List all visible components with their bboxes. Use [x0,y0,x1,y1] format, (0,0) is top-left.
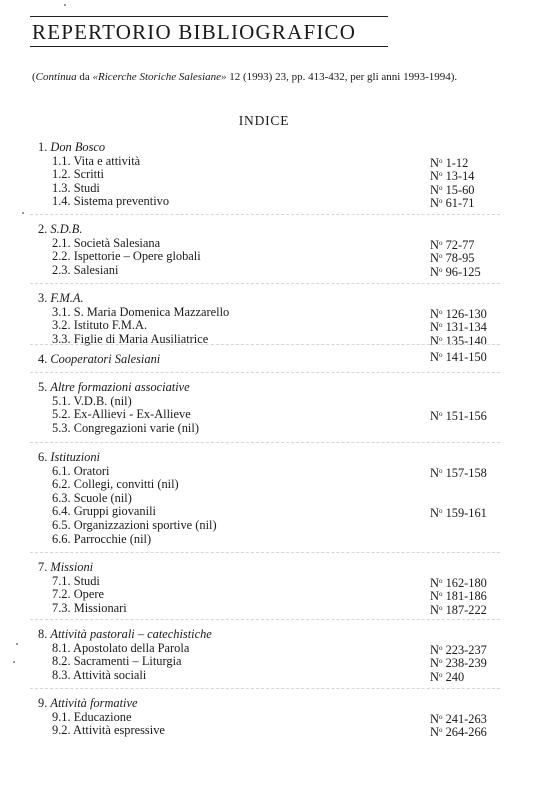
number-prefix: N [430,589,439,603]
section-title: Altre formazioni associative [50,380,190,394]
subsection-row [52,249,201,263]
subsection-number: 9.2. [52,723,71,737]
number-range: 96-125 [445,265,481,279]
number-prefix: N [430,196,439,210]
scan-speck [16,643,18,645]
number-prefix: N [430,506,439,520]
number-range: 141-150 [445,350,487,364]
number-range: 223-237 [445,643,487,657]
number-superscript: o [438,507,443,515]
subsection-label: Istituto F.M.A. [73,318,148,332]
continuation-journal: «Ricerche Storiche Salesiane» [92,71,227,83]
subsection-number: 8.1. [52,641,71,655]
subsection-number: 6.4. [52,504,71,518]
section-heading [38,627,212,641]
section-number: 8. [38,627,48,641]
section-heading [38,140,105,154]
number-range: 13-14 [445,169,475,183]
subsection-label: Studi [73,181,100,195]
number-range: 126-130 [445,307,487,321]
subsection-row [52,167,104,181]
subsection-label: Attività espressive [73,723,165,737]
number-superscript: o [438,671,443,679]
subsection-row [52,407,191,421]
subsection-row [52,587,104,601]
subsection-row [52,532,151,546]
subsection-label: Sacramenti – Liturgia [73,654,182,668]
number-superscript: o [438,410,443,418]
subsection-label: Società Salesiana [73,236,161,250]
subsection-row [52,723,165,737]
number-superscript: o [438,157,443,165]
subsection-label: Parrocchie (nil) [73,532,152,546]
subsection-number: 1.3. [52,181,71,195]
number-superscript: o [438,644,443,652]
subsection-label: Salesiani [73,263,119,277]
number-superscript: o [438,252,443,260]
number-range: 61-71 [445,196,475,210]
subsection-number: 6.3. [52,491,71,505]
number-superscript: o [438,713,443,721]
number-range: 162-180 [445,576,487,590]
number-prefix: N [430,169,439,183]
number-superscript: o [438,351,443,359]
subsection-label: Studi [73,574,100,588]
subsection-number: 3.1. [52,305,71,319]
subsection-number: 6.6. [52,532,71,546]
section-number: 4. [38,352,48,366]
subsection-number-range [430,332,487,348]
subsection-row [52,641,189,655]
number-prefix: N [430,576,439,590]
section-number: 7. [38,560,48,574]
number-superscript: o [438,184,443,192]
subsection-number-range [430,407,487,423]
section-heading [38,380,190,394]
number-superscript: o [438,321,443,329]
section-number-range [430,348,487,364]
number-superscript: o [438,239,443,247]
number-range: 78-95 [445,251,475,265]
section-separator [30,688,500,689]
subsection-row [52,305,229,319]
number-range: 131-134 [445,320,487,334]
subsection-row [52,518,217,532]
subsection-number: 8.2. [52,654,71,668]
subsection-row [52,236,160,250]
subsection-number-range [430,194,474,210]
number-prefix: N [430,643,439,657]
subsection-label: S. Maria Domenica Mazzarello [73,305,230,319]
number-superscript: o [438,335,443,343]
section-separator [30,344,500,345]
section-heading [38,560,93,574]
number-range: 238-239 [445,656,487,670]
title-bottom-rule [30,46,388,47]
subsection-row [52,421,199,435]
number-prefix: N [430,183,439,197]
subsection-label: Organizzazioni sportive (nil) [73,518,217,532]
subsection-number-range [430,464,487,480]
title-top-rule [30,16,388,17]
number-prefix: N [430,334,439,348]
number-superscript: o [438,657,443,665]
continuation-mid: da [76,71,93,83]
section-title: Istituzioni [50,450,100,464]
page-title: REPERTORIO BIBLIOGRAFICO [32,20,357,44]
subsection-number: 8.3. [52,668,71,682]
number-range: 15-60 [445,183,475,197]
subsection-label: Ex-Allievi - Ex-Allieve [73,407,191,421]
section-number: 1. [38,140,48,154]
subsection-number: 7.3. [52,601,71,615]
subsection-number: 7.1. [52,574,71,588]
number-range: 159-161 [445,506,487,520]
section-title: Cooperatori Salesiani [50,352,161,366]
subsection-number: 5.2. [52,407,71,421]
number-range: 181-186 [445,589,487,603]
subsection-number: 7.2. [52,587,71,601]
number-superscript: o [438,726,443,734]
index-heading: INDICE [238,113,290,128]
subsection-label: Collegi, convitti (nil) [73,477,179,491]
section-number: 6. [38,450,48,464]
subsection-number: 1.1. [52,154,71,168]
subsection-label: Scritti [73,167,104,181]
subsection-label: Ispettorie – Opere globali [73,249,201,263]
subsection-label: Missionari [73,601,127,615]
subsection-number: 1.2. [52,167,71,181]
number-prefix: N [430,409,439,423]
section-heading [38,352,160,366]
number-prefix: N [430,156,439,170]
subsection-label: Oratori [73,464,110,478]
number-prefix: N [430,712,439,726]
subsection-label: Opere [73,587,104,601]
subsection-row [52,477,179,491]
number-superscript: o [438,308,443,316]
subsection-row [52,491,132,505]
subsection-label: V.D.B. (nil) [73,394,132,408]
section-number: 5. [38,380,48,394]
scan-speck [13,661,15,663]
continuation-open: ( [32,71,36,83]
subsection-row [52,574,100,588]
subsection-number: 5.3. [52,421,71,435]
number-prefix: N [430,251,439,265]
section-heading [38,291,84,305]
number-superscript: o [438,266,443,274]
subsection-row [52,504,156,518]
number-range: 157-158 [445,466,487,480]
section-title: Attività formative [50,696,138,710]
subsection-number: 9.1. [52,710,71,724]
number-prefix: N [430,350,439,364]
subsection-label: Scuole (nil) [73,491,132,505]
subsection-number: 6.1. [52,464,71,478]
subsection-number: 2.1. [52,236,71,250]
subsection-label: Gruppi giovanili [73,504,156,518]
subsection-row [52,601,127,615]
section-heading [38,222,82,236]
subsection-row [52,154,140,168]
number-superscript: o [438,467,443,475]
number-superscript: o [438,590,443,598]
number-prefix: N [430,603,439,617]
section-separator [30,619,500,620]
number-prefix: N [430,656,439,670]
number-prefix: N [430,466,439,480]
subsection-label: Figlie di Maria Ausiliatrice [73,332,209,346]
section-title: F.M.A. [50,291,84,305]
continuation-rest: 12 (1993) 23, pp. 413-432, per gli anni 1993-1994). [226,71,458,83]
number-superscript: o [438,170,443,178]
section-number: 2. [38,222,48,236]
number-superscript: o [438,577,443,585]
number-prefix: N [430,238,439,252]
number-prefix: N [430,670,439,684]
number-superscript: o [438,197,443,205]
number-prefix: N [430,725,439,739]
section-heading [38,696,137,710]
subsection-row [52,464,109,478]
subsection-number-range [430,601,487,617]
continuation-note [32,71,457,83]
subsection-number-range [430,723,487,739]
subsection-row [52,668,146,682]
subsection-number: 3.2. [52,318,71,332]
subsection-row [52,194,169,208]
subsection-label: Educazione [73,710,132,724]
number-prefix: N [430,265,439,279]
subsection-number: 2.3. [52,263,71,277]
subsection-label: Attività sociali [73,668,147,682]
section-separator [30,442,500,443]
number-prefix: N [430,307,439,321]
number-range: 187-222 [445,603,487,617]
number-superscript: o [438,604,443,612]
subsection-row [52,181,100,195]
subsection-label: Sistema preventivo [73,194,170,208]
section-title: Attività pastorali – catechistiche [50,627,212,641]
subsection-row [52,654,182,668]
number-range: 241-263 [445,712,487,726]
number-range: 1-12 [445,156,469,170]
number-range: 264-266 [445,725,487,739]
number-range: 72-77 [445,238,475,252]
number-range: 135-140 [445,334,487,348]
subsection-row [52,710,132,724]
subsection-number: 6.5. [52,518,71,532]
continuation-word: Continua [35,71,77,83]
scan-speck [64,4,66,6]
subsection-row [52,318,147,332]
number-prefix: N [430,320,439,334]
subsection-number-range [430,668,464,684]
section-separator [30,372,500,373]
subsection-label: Congregazioni varie (nil) [73,421,199,435]
section-title: S.D.B. [50,222,83,236]
number-range: 151-156 [445,409,487,423]
subsection-label: Vita e attività [73,154,141,168]
subsection-number: 6.2. [52,477,71,491]
section-title: Missioni [50,560,94,574]
section-number: 9. [38,696,48,710]
subsection-label: Apostolato della Parola [73,641,190,655]
section-separator [30,214,500,215]
number-range: 240 [445,670,465,684]
subsection-number-range [430,263,481,279]
subsection-row [52,263,118,277]
subsection-number: 1.4. [52,194,71,208]
section-separator [30,552,500,553]
subsection-number: 2.2. [52,249,71,263]
section-number: 3. [38,291,48,305]
scan-speck [22,212,24,214]
section-separator [30,283,500,284]
subsection-number: 3.3. [52,332,71,346]
section-heading [38,450,100,464]
subsection-number-range [430,504,487,520]
subsection-row [52,394,132,408]
subsection-number: 5.1. [52,394,71,408]
section-title: Don Bosco [50,140,106,154]
